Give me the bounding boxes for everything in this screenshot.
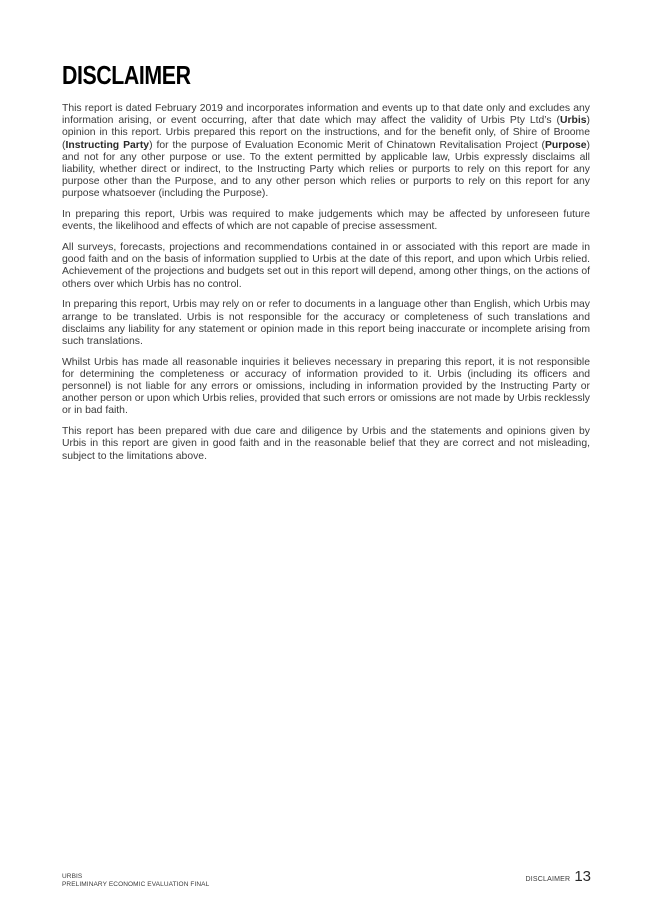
page-title: DISCLAIMER [62, 60, 191, 90]
footer-document-info [62, 873, 209, 889]
paragraph-text: This report is dated February 2019 and incorporates information and events up to that date only and excludes any information arising, or event occurring, after that date which may affect the validity of Urbis Pty Ltd’s ( [62, 103, 590, 127]
footer-section-name: DISCLAIMER [525, 876, 571, 883]
disclaimer-body [62, 103, 590, 471]
paragraph-due-care: This report has been prepared with due care and diligence by Urbis and the statements and opinions given by Urbis in this report are given in good faith and in the reasonable belief that they are correct and not misleading, subject to the limitations above. [62, 426, 590, 462]
paragraph-translations: In preparing this report, Urbis may rely on or refer to documents in a language other than English, which Urbis may arrange to be translated. Urbis is not responsible for the accuracy or completeness of such translations and disclaims any liability for any statement or opinion made in this report being inaccurate or incomplete arising from such translations. [62, 299, 590, 347]
paragraph-text: ) for the purpose of Evaluation Economic Merit of Chinatown Revitalisation Project ( [149, 139, 545, 151]
paragraph-report-date [62, 103, 590, 201]
paragraph-judgements: In preparing this report, Urbis was required to make judgements which may be affected by unforeseen future events, the likelihood and effects of which are not capable of precise assessment. [62, 209, 590, 233]
page-number: 13 [574, 868, 591, 885]
paragraph-text: ) and not for any other purpose or use. To the extent permitted by applicable law, Urbis expressly disclaims all liability, whether direct or indirect, to the Instructing Party which relies or purports to rely on this report for any purpose other than the Purpose, and to any other person which relies or purports to rely on this report for any purpose whatsoever (including the Purpose). [62, 139, 591, 200]
footer-page-info [526, 869, 591, 884]
paragraph-forecasts: All surveys, forecasts, projections and recommendations contained in or associated with this report are made in good faith and on the basis of information supplied to Urbis at the date of this report, and upon which Urbis relied. Achievement of the projections and budgets set out in this report will depend, among other things, on the actions of others over which Urbis has no control. [62, 242, 590, 290]
footer-document-title: PRELIMINARY ECONOMIC EVALUATION FINAL [62, 880, 210, 888]
defined-term-purpose: Purpose [544, 139, 587, 151]
paragraph-inquiries: Whilst Urbis has made all reasonable inquiries it believes necessary in preparing this report, it is not responsible for determining the completeness or accuracy of information provided to it. Urbis (including its officers and personnel) is not liable for any errors or omissions, including in information provided by the Instructing Party or another person or upon which Urbis relies, provided that such errors or omissions are not made by Urbis recklessly or in bad faith. [62, 356, 590, 417]
footer-company: URBIS [62, 873, 83, 880]
defined-term-instructing-party: Instructing Party [65, 139, 150, 151]
defined-term-urbis: Urbis [559, 115, 587, 127]
paragraph-text: ) opinion in this report. Urbis prepared this report on the instructions, and for the benefit only, of Shire of Broome ( [62, 115, 590, 151]
